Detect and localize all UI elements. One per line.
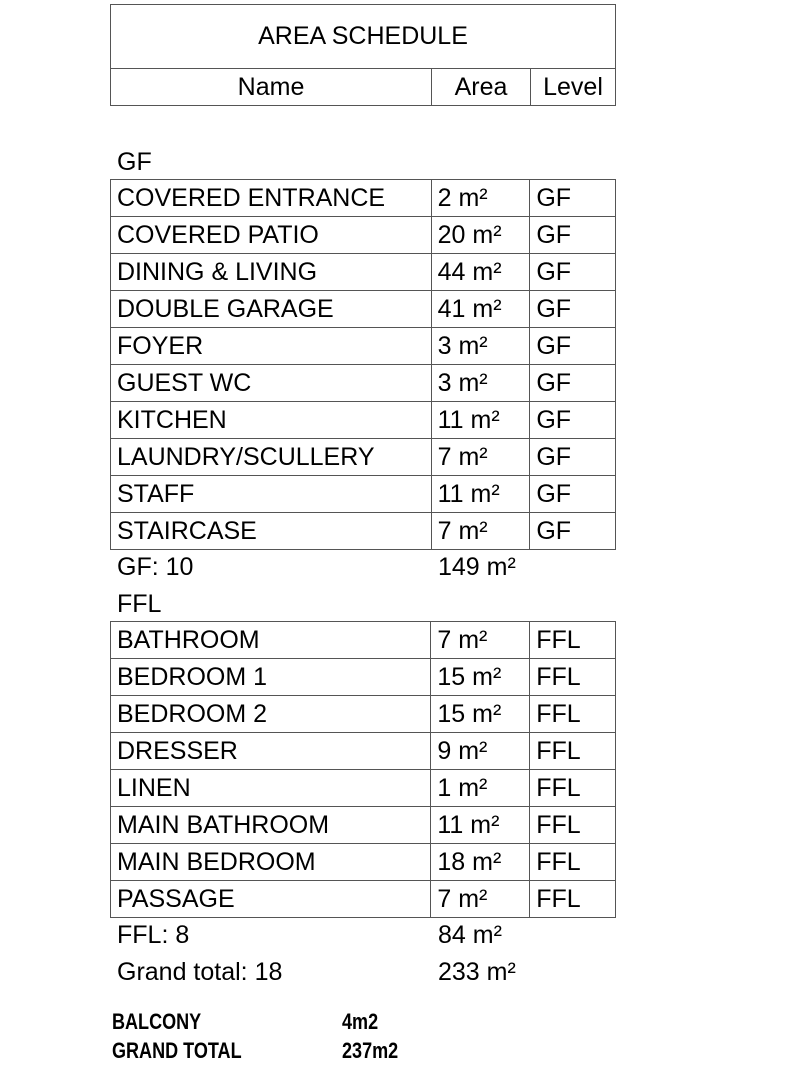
room-area-cell: 7 m² — [431, 622, 530, 659]
room-level-cell: FFL — [530, 770, 616, 807]
room-area-cell: 1 m² — [431, 770, 530, 807]
room-area-cell: 15 m² — [431, 696, 530, 733]
ffl-table — [110, 621, 616, 918]
table-row — [111, 439, 616, 476]
table-row — [111, 622, 616, 659]
room-name-cell: MAIN BATHROOM — [111, 807, 431, 844]
room-area-cell: 11 m² — [431, 476, 530, 513]
room-area-cell: 7 m² — [431, 881, 530, 918]
room-level-cell: GF — [530, 291, 616, 328]
room-area-cell: 41 m² — [431, 291, 530, 328]
room-area-cell: 2 m² — [431, 180, 530, 217]
table-row — [111, 217, 616, 254]
table-row — [111, 291, 616, 328]
header-area: Area — [431, 68, 531, 106]
room-level-cell: FFL — [530, 622, 616, 659]
table-row — [111, 844, 616, 881]
room-level-cell: GF — [530, 180, 616, 217]
room-area-cell: 3 m² — [431, 365, 530, 402]
room-level-cell: GF — [530, 513, 616, 550]
room-name-cell: BATHROOM — [111, 622, 431, 659]
room-name-cell: LINEN — [111, 770, 431, 807]
grand-total-area: 233 m² — [438, 958, 516, 986]
room-level-cell: FFL — [530, 807, 616, 844]
table-row — [111, 513, 616, 550]
table-row — [111, 328, 616, 365]
subtotal-area-ffl: 84 m² — [438, 921, 502, 949]
room-name-cell: LAUNDRY/SCULLERY — [111, 439, 432, 476]
table-row — [111, 733, 616, 770]
table-row — [111, 402, 616, 439]
room-level-cell: GF — [530, 476, 616, 513]
room-level-cell: FFL — [530, 696, 616, 733]
room-name-cell: KITCHEN — [111, 402, 432, 439]
table-row — [111, 881, 616, 918]
note-grand-total-value: 237m2 — [342, 1038, 399, 1063]
room-level-cell: GF — [530, 365, 616, 402]
room-level-cell: GF — [530, 439, 616, 476]
balcony-value: 4m2 — [342, 1009, 379, 1034]
table-row — [111, 365, 616, 402]
table-row — [111, 476, 616, 513]
room-area-cell: 3 m² — [431, 328, 530, 365]
room-area-cell: 11 m² — [431, 807, 530, 844]
room-level-cell: FFL — [530, 733, 616, 770]
subtotal-label-gf: GF: 10 — [117, 553, 194, 581]
room-name-cell: PASSAGE — [111, 881, 431, 918]
table-row — [111, 807, 616, 844]
room-level-cell: GF — [530, 254, 616, 291]
group-label-ffl: FFL — [117, 590, 162, 618]
balcony-label: BALCONY — [112, 1009, 202, 1034]
room-name-cell: MAIN BEDROOM — [111, 844, 431, 881]
room-area-cell: 18 m² — [431, 844, 530, 881]
room-area-cell: 44 m² — [431, 254, 530, 291]
room-name-cell: COVERED PATIO — [111, 217, 432, 254]
room-name-cell: COVERED ENTRANCE — [111, 180, 432, 217]
room-area-cell: 7 m² — [431, 439, 530, 476]
room-level-cell: FFL — [530, 881, 616, 918]
room-name-cell: DRESSER — [111, 733, 431, 770]
room-level-cell: GF — [530, 328, 616, 365]
room-name-cell: FOYER — [111, 328, 432, 365]
subtotal-label-ffl: FFL: 8 — [117, 921, 190, 949]
header-name: Name — [110, 68, 432, 106]
room-name-cell: BEDROOM 1 — [111, 659, 431, 696]
room-name-cell: DINING & LIVING — [111, 254, 432, 291]
header-level: Level — [530, 68, 616, 106]
table-row — [111, 770, 616, 807]
room-area-cell: 20 m² — [431, 217, 530, 254]
room-area-cell: 7 m² — [431, 513, 530, 550]
room-name-cell: BEDROOM 2 — [111, 696, 431, 733]
room-level-cell: GF — [530, 217, 616, 254]
room-level-cell: FFL — [530, 659, 616, 696]
schedule-title: AREA SCHEDULE — [110, 4, 616, 69]
note-grand-total-label: GRAND TOTAL — [112, 1038, 242, 1063]
room-name-cell: STAIRCASE — [111, 513, 432, 550]
room-name-cell: STAFF — [111, 476, 432, 513]
room-level-cell: GF — [530, 402, 616, 439]
group-label-gf: GF — [117, 148, 152, 176]
table-row — [111, 659, 616, 696]
table-row — [111, 696, 616, 733]
subtotal-area-gf: 149 m² — [438, 553, 516, 581]
table-row — [111, 254, 616, 291]
gf-table — [110, 179, 616, 550]
room-name-cell: DOUBLE GARAGE — [111, 291, 432, 328]
room-area-cell: 11 m² — [431, 402, 530, 439]
room-area-cell: 15 m² — [431, 659, 530, 696]
room-name-cell: GUEST WC — [111, 365, 432, 402]
grand-total-label: Grand total: 18 — [117, 958, 283, 986]
room-area-cell: 9 m² — [431, 733, 530, 770]
room-level-cell: FFL — [530, 844, 616, 881]
table-row — [111, 180, 616, 217]
